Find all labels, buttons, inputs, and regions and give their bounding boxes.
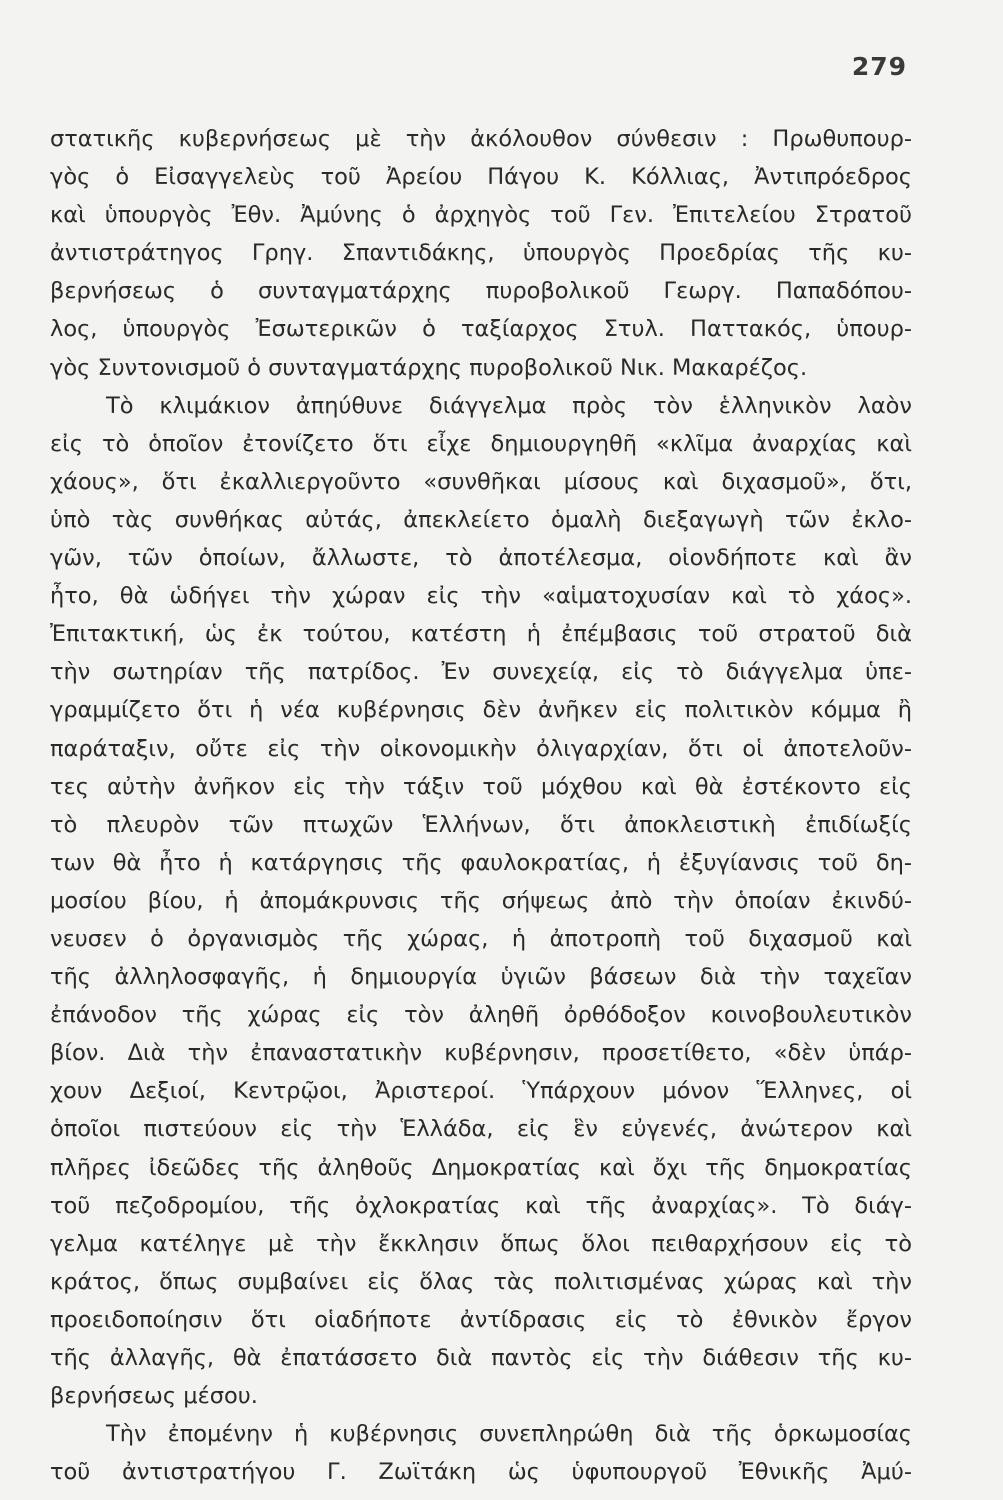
text-line: γὸς Συντονισμοῦ ὁ συνταγματάρχης πυροβολικοῦ Νικ. Μακαρέζος. bbox=[50, 354, 808, 381]
text-line: τες αὐτὴν ἀνῆκον εἰς τὴν τάξιν τοῦ μόχθου καὶ θὰ ἐστέκοντο εἰς bbox=[50, 773, 912, 800]
text-line: λος, ὑπουργὸς Ἐσωτερικῶν ὁ ταξίαρχος Στυλ. Παττακός, ὑπουρ- bbox=[50, 316, 912, 343]
text-line: ἐπάνοδον τῆς χώρας εἰς τὸν ἀληθῆ ὀρθόδοξον κοινοβουλευτικὸν bbox=[50, 1002, 912, 1029]
text-line: πλῆρες ἰδεῶδες τῆς ἀληθοῦς Δημοκρατίας καὶ ὄχι τῆς δημοκρατίας bbox=[50, 1154, 912, 1181]
text-line: προειδοποίησιν ὅτι οἱαδήποτε ἀντίδρασις εἰς τὸ ἐθνικὸν ἔργον bbox=[50, 1306, 912, 1333]
body-text bbox=[50, 120, 912, 1491]
text-line: τὴν σωτηρίαν τῆς πατρίδος. Ἐν συνεχείᾳ, εἰς τὸ διάγγελμα ὑπε- bbox=[50, 659, 912, 686]
text-line: χουν Δεξιοί, Κεντρῷοι, Ἀριστεροί. Ὑπάρχουν μόνον Ἕλληνες, οἱ bbox=[50, 1078, 912, 1105]
text-line: χάους», ὅτι ἐκαλλιεργοῦντο «συνθῆκαι μίσους καὶ διχασμοῦ», ὅτι, bbox=[50, 468, 912, 495]
text-line: βίον. Διὰ τὴν ἐπαναστατικὴν κυβέρνησιν, προσετίθετο, «δὲν ὑπάρ- bbox=[50, 1040, 912, 1067]
text-line: τῆς ἀλληλοσφαγῆς, ἡ δημιουργία ὑγιῶν βάσεων διὰ τὴν ταχεῖαν bbox=[50, 964, 912, 991]
text-line: ἀντιστράτηγος Γρηγ. Σπαντιδάκης, ὑπουργὸς Προεδρίας τῆς κυ- bbox=[50, 240, 912, 267]
text-line: ὁποῖοι πιστεύουν εἰς τὴν Ἑλλάδα, εἰς ἓν εὐγενές, ἀνώτερον καὶ bbox=[50, 1116, 912, 1143]
text-line: βερνήσεως μέσου. bbox=[50, 1383, 258, 1410]
text-line: μοσίου βίου, ἡ ἀπομάκρυνσις τῆς σήψεως ἀπὸ τὴν ὁποίαν ἐκινδύ- bbox=[50, 887, 912, 914]
text-line: Τὴν ἐπομένην ἡ κυβέρνησις συνεπληρώθη διὰ τῆς ὁρκωμοσίας bbox=[106, 1421, 912, 1448]
text-line: γελμα κατέληγε μὲ τὴν ἔκκλησιν ὅπως ὅλοι πειθαρχήσουν εἰς τὸ bbox=[50, 1230, 912, 1257]
text-line: ὑπὸ τὰς συνθήκας αὐτάς, ἀπεκλείετο ὁμαλὴ διεξαγωγὴ τῶν ἐκλο- bbox=[50, 506, 912, 533]
text-line: Τὸ κλιμάκιον ἀπηύθυνε διάγγελμα πρὸς τὸν ἑλληνικὸν λαὸν bbox=[106, 392, 912, 419]
text-line: Ἐπιτακτική, ὡς ἐκ τούτου, κατέστη ἡ ἐπέμβασις τοῦ στρατοῦ διὰ bbox=[50, 621, 912, 648]
text-line: γῶν, τῶν ὁποίων, ἄλλωστε, τὸ ἀποτέλεσμα, οἱονδήποτε καὶ ἂν bbox=[50, 545, 912, 572]
text-line: κράτος, ὅπως συμβαίνει εἰς ὅλας τὰς πολιτισμένας χώρας καὶ τὴν bbox=[50, 1268, 912, 1295]
text-line: ἦτο, θὰ ὡδήγει τὴν χώραν εἰς τὴν «αἱματοχυσίαν καὶ τὸ χάος». bbox=[50, 583, 912, 610]
text-line: γραμμίζετο ὅτι ἡ νέα κυβέρνησις δὲν ἀνῆκεν εἰς πολιτικὸν κόμμα ἢ bbox=[50, 697, 912, 724]
text-line: τὸ πλευρὸν τῶν πτωχῶν Ἑλλήνων, ὅτι ἀποκλειστικὴ ἐπιδίωξίς bbox=[50, 811, 912, 838]
text-line: βερνήσεως ὁ συνταγματάρχης πυροβολικοῦ Γεωργ. Παπαδόπου- bbox=[50, 278, 912, 305]
text-line: τοῦ πεζοδρομίου, τῆς ὀχλοκρατίας καὶ τῆς ἀναρχίας». Τὸ διάγ- bbox=[50, 1192, 912, 1219]
text-line: νευσεν ὁ ὀργανισμὸς τῆς χώρας, ἡ ἀποτροπὴ τοῦ διχασμοῦ καὶ bbox=[50, 925, 912, 952]
text-line: εἰς τὸ ὁποῖον ἐτονίζετο ὅτι εἶχε δημιουργηθῆ «κλῖμα ἀναρχίας καὶ bbox=[50, 430, 912, 457]
text-line: στατικῆς κυβερνήσεως μὲ τὴν ἀκόλουθον σύνθεσιν : Πρωθυπουρ- bbox=[50, 126, 912, 152]
text-line: τοῦ ἀντιστρατήγου Γ. Ζωϊτάκη ὡς ὑφυπουργοῦ Ἐθνικῆς Ἀμύ- bbox=[50, 1459, 912, 1486]
text-line: παράταξιν, οὔτε εἰς τὴν οἰκονομικὴν ὀλιγαρχίαν, ὅτι οἱ ἀποτελοῦν- bbox=[50, 735, 912, 762]
text-line: των θὰ ἦτο ἡ κατάργησις τῆς φαυλοκρατίας, ἡ ἐξυγίανσις τοῦ δη- bbox=[50, 849, 912, 876]
text-line: καὶ ὑπουργὸς Ἐθν. Ἀμύνης ὁ ἀρχηγὸς τοῦ Γεν. Ἐπιτελείου Στρατοῦ bbox=[50, 202, 912, 229]
page-number: 279 bbox=[851, 52, 907, 81]
text-line: τῆς ἀλλαγῆς, θὰ ἐπατάσσετο διὰ παντὸς εἰς τὴν διάθεσιν τῆς κυ- bbox=[50, 1345, 912, 1371]
text-line: γὸς ὁ Εἰσαγγελεὺς τοῦ Ἀρείου Πάγου Κ. Κόλλιας, Ἀντιπρόεδρος bbox=[50, 164, 912, 191]
